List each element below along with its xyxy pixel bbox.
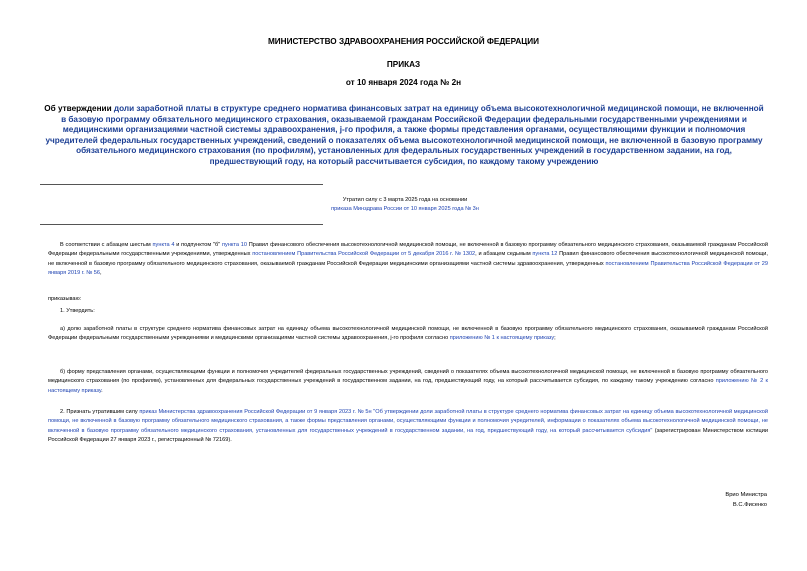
item1a-text: а) долю заработной платы в структуре среднего норматива финансовых затрат на единицу объема высокотехнологичной медицинской помощи, не включенной в базовую программу обязательного медицинского страхования, оказываемой гражданам Российской Федерации федеральными государственными учреждениями и медицинскими организациями частной системы здравоохранения, j-го профиля согласно: [48, 326, 768, 342]
link-appendix-2[interactable]: приложению № 2 к настоящему приказу: [48, 378, 768, 394]
link-appendix-1[interactable]: приложению № 1 к настоящему приказу: [449, 335, 555, 342]
link-order-5n[interactable]: приказ Министерства здравоохранения Российской Федерации от 9 января 2023 г. № 5н "Об утверждении доли заработной платы в структуре среднего норматива финансовых затрат на единицу объема высокотехнологичной медицинской помощи, не включенной в базовую программу обязательного медицинского страхования, а также формы представления органами, осуществляющими функции и полномочия учредителей, информации о показателях объема высокотехнологичной медицинской помощи, не включенной в базовую программу обязательного медицинского страхования, установленных для государственных учреждений в государственном задании, на год, предшествующий году, на который рассчитывается субсидия": [48, 409, 768, 434]
lost-force-link[interactable]: приказа Минздрава России от 10 января 2025 года № 3н: [331, 206, 479, 212]
signature-position: Врио Министра: [725, 492, 767, 498]
item1-heading: 1. Утвердить:: [60, 308, 95, 314]
link-pункт-4[interactable]: пункта 4: [152, 242, 175, 248]
doc-type-heading: ПРИКАЗ: [386, 60, 421, 69]
preamble-paragraph: [48, 241, 768, 278]
link-postanovlenie-1302[interactable]: постановлением Правительства Российской Федерации от 5 декабря 2016 г. № 1302: [252, 251, 476, 258]
link-postanovlenie-56[interactable]: постановлением Правительства Российской Федерации от 29 января 2019 г. № 56: [48, 260, 768, 276]
item1b-text: б) форму представления органами, осуществляющими функции и полномочия учредителей федеральных государственных учреждений, сведений о показателях объема высокотехнологичной медицинской помощи, не включенной в базовую программу обязательного медицинского страхования (по профилям), установленных для федеральных государственных учреждений в государственном задании, на год, предшествующий году, на который рассчитывается субсидия, по каждому такому учреждению согласно: [48, 369, 768, 385]
separator-rule-top: [40, 184, 323, 185]
preamble-text-3: Правил финансового обеспечения высокотехнологичной медицинской помощи, не включенной в базовую программу обязательного медицинского страхования, оказываемой гражданам Российской Федерации федеральными государственными учреждениями, утвержденных: [48, 242, 768, 258]
item2-text: 2. Признать утратившим силу: [60, 409, 140, 415]
title-link[interactable]: доли заработной платы в структуре среднего норматива финансовых затрат на единицу объема высокотехнологичной медицинской помощи, не включенной в базовую программу обязательного медицинского страхования, оказываемой гражданам Российской Федерации федеральными государственными учреждениями и медицинскими организациями частной системы здравоохранения, j-го профиля, а также формы представления органами, осуществляющими функции и полномочия учредителей федеральных государственных учреждений, сведений о показателях объема высокотехнологичной медицинской помощи, не включенной в базовую программу обязательного медицинского страхования (по профилям), установленных для федеральных государственных учреждений в государственном задании, на год, предшествующий году, на который рассчитывается субсидия, по каждому такому учреждению: [45, 104, 764, 166]
ministry-heading: МИНИСТЕРСТВО ЗДРАВООХРАНЕНИЯ РОССИЙСКОЙ ФЕДЕРАЦИИ: [267, 37, 540, 46]
lost-force-line1: Утратил силу с 3 марта 2025 года на основании: [342, 197, 468, 203]
item1a-paragraph: [48, 325, 768, 344]
preamble-text-6: ,: [100, 269, 102, 276]
item2-paragraph: [48, 408, 768, 445]
link-punkt-10[interactable]: пункта 10: [221, 242, 247, 248]
preamble-text-5: Правил финансового обеспечения высокотехнологичной медицинской помощи, не включенной в базовую программу обязательного медицинского страхования, оказываемой гражданам Российской Федерации медицинскими организациями частной системы здравоохранения, утвержденных: [48, 251, 768, 267]
item2-end: (зарегистрирован Министерством юстиции Российской Федерации 27 января 2023 г., регистрационный № 72169).: [48, 427, 769, 443]
item1a-end: ;: [554, 335, 556, 342]
title-prefix: Об утверждении: [44, 104, 114, 113]
lost-force-note: [180, 196, 630, 214]
item1b-end: .: [101, 387, 103, 394]
preamble-text-1: В соответствии с абзацем шестым: [60, 242, 153, 248]
item1b-paragraph: [48, 368, 768, 396]
preamble-text-2: и подпунктом "б": [174, 242, 222, 248]
date-number-heading: от 10 января 2024 года № 2н: [345, 78, 462, 87]
preamble-text-4: , и абзацем седьмым: [475, 251, 533, 258]
document-title: [44, 104, 764, 168]
signature-block: [725, 491, 767, 510]
separator-rule-bottom: [40, 224, 323, 225]
signature-name: В.С.Фисенко: [732, 501, 767, 508]
orders-word: приказываю:: [48, 296, 82, 302]
link-punkt-12[interactable]: пункта 12: [532, 251, 558, 258]
